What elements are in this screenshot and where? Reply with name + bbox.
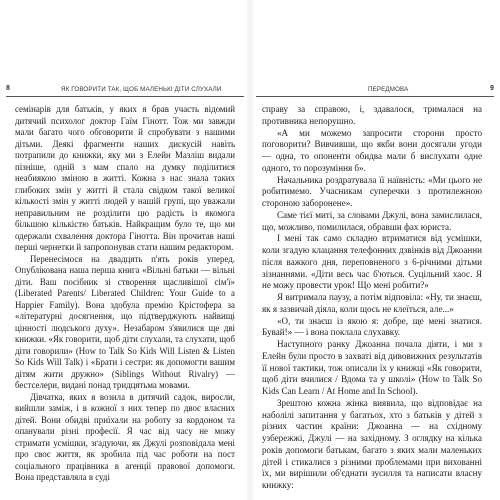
book-gutter-shadow [245,0,255,500]
paragraph: Зрештою кожна жінка виявила, що відповідає на наболілі запитання у багатьох, хто з батьків у дітей з різних частин країни: Джоанна — на східному узбережжі, Джулі — на західному. З оглядку на кілька років допомоги батькам, багато з яких мали маленьких дітей і стикалися з різними проблемами при вихованні їх, ми вирішили об'єднати зусилля та написати власну книжку: [262,397,482,490]
paragraph: Перенесімося на двадцять п'ять років уперед. Опублікована наша перша книга «Вільні батьки — вільні діти. Ваш посібник зі створення щасливішої сім'ї» (Liberated Parents/ Liberated Children: Your Guide to a Happier Family). Вона здобула премію Крістофера за «літературні досягнення, що підтверджують найвищі цінності людського духу». Незабаром з'явилися ще дві книжки. «Як говорити, щоб діти слухали, та слухати, щоб діти говорили» (How to Talk So Kids Will Listen & Listen So Kids Will Talk) і «Брати і сестри: як допомогти вашим дітям жити дружно» (Siblings Without Rivalry) — бестселери, видані понад тридцятьма мовами. [15,253,235,390]
paragraph: Я витримала паузу, а потім відповіла: «Ну, ти знаєш, як я зазвичай діяла, коли щось не клеїться, але...» [262,292,482,314]
right-header-rule [256,96,494,97]
paragraph: «А ми можемо запросити сторони просто поговорити? Вивчивши, що якби вони досягали угоди — одна, то опоненти обидва мали б вислухати одне одного, то порозуміння б». [262,127,482,173]
left-header-rule [6,96,244,97]
paragraph: Начальника роздратувала її наївність: «Ми цього не робитимемо. Учасникам суперечки з протилежною стороною заборонене». [262,174,482,208]
left-page-number: 8 [6,85,11,92]
paragraph: семінарів для батьків, у яких я брав участь відомий дитячий психолог доктор Гаїм Гінотт. Тож ми завжди мали багато чого обговорити й спробувати з нашими дітьми. Деякі фрагменти наших дискусій навіть потрапили до книжки, яку ми з Елейн Мазліш видали пізніше, одній з мам спало на думку поділитися неабиякою зміною в житті. Кожна з нас знала таких глибоких змін у житті й стала свідком такої великої кількості змін у житті людей у нашій групі, що уважали неправильним не розділити цю радість із якомога більшою кількістю батьків. Найкращим було те, що ми одержали схвалення доктора Гінотта. Він прочитав наші перші чернетки й запропонував стати нашим редактором. [15,104,235,252]
paragraph: Саме тієї миті, за словами Джулі, вона замислилася, що, можливо, помилилася, обравши фах юриста. [262,209,482,232]
left-page-body [15,104,235,484]
paragraph: «О, ти знаєш із якою я: добре, ще мені знатися. Бувай!» — і вона поклала слухавку. [262,315,482,338]
left-running-title: ЯК ГОВОРИТИ ТАК, ЩОБ МАЛЕНЬКІ ДІТИ СЛУХАЛИ [61,85,222,93]
right-page-number: 9 [489,85,494,92]
paragraph: справу за справою, і, здавалося, трималася на противника непорушно. [262,104,482,126]
paragraph: І мені так само складно втриматися від усмішки, коли згадую клацання телефонних дзвінків від Джоанни після важкого дня, переповненого з 6-річними дітьми зізнаннями. «Діти весь час б'ються. Суцільний хаос. Я не можу провести урок! Що мені робити?» [262,233,482,291]
right-running-title: ПЕРЕДМОВА [368,85,409,93]
paragraph: Дівчатка, яких я возила в дитячий садок, виросли, вийшли заміж, і в кожної з них тепер по двоє власних дітей. Вони обидві приїхали на роботу за кордоном та опанували різні професії. Я час від часу не можу стримати усмішки, згадуючи, як Джулі розповідала мені про своє життя, як зробила під час роботи на пост соціального працівника в агенції правової допомоги. Вона представляла в суді [15,391,235,482]
right-page-body [262,104,482,492]
paragraph: Наступного ранку Джоанна почала діяти, і ми з Елейн були просто в захваті від дивовижних результатів її нової тактики, тож описали їх у книжці «Як говорити, щоб діти вчилися / Вдома та у школі» (How to Talk So Kids Can Learn / At Home and In School). [262,339,482,396]
